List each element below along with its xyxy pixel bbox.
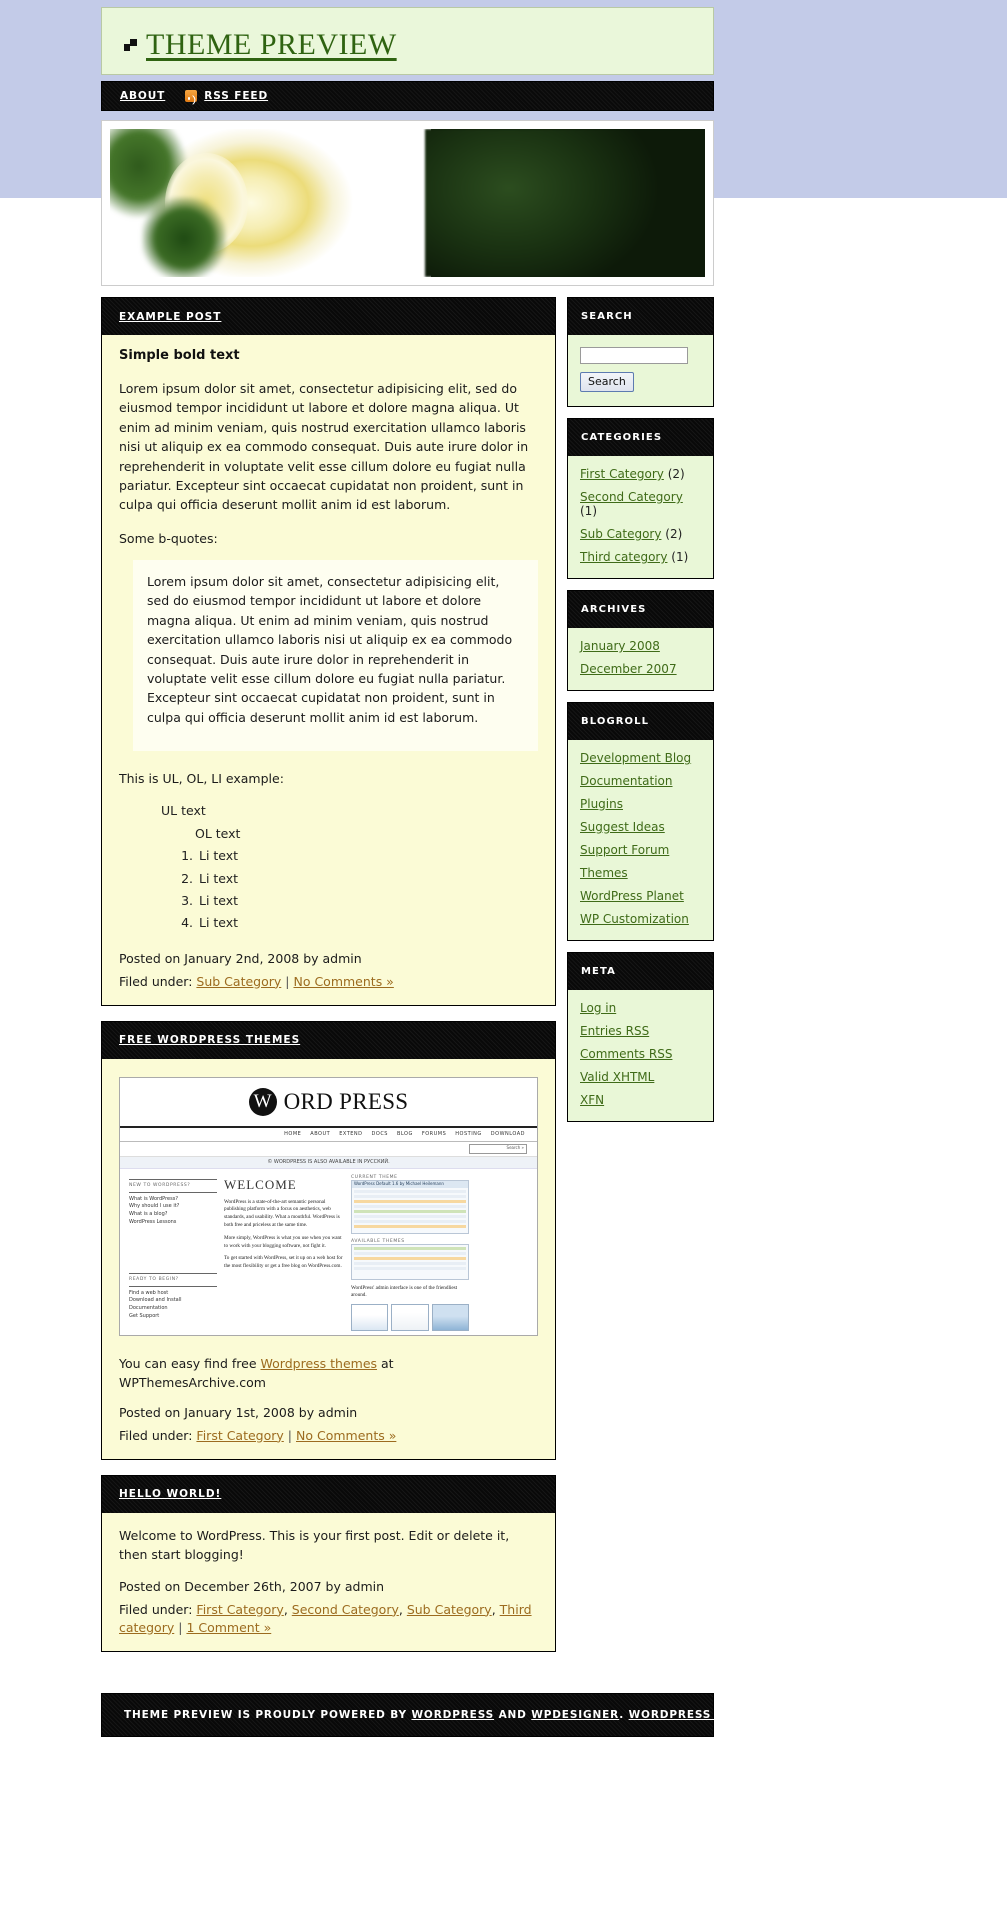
widget-meta — [567, 952, 714, 1122]
site-header — [101, 7, 714, 75]
screenshot-col-1 — [129, 1175, 217, 1332]
header-banner-image — [110, 129, 705, 277]
list-intro: This is UL, OL, LI example: — [119, 771, 284, 786]
post-comments-link[interactable]: 1 Comment » — [186, 1619, 272, 1635]
wordpress-wordmark: ORD PRESS — [283, 1088, 409, 1114]
post-hello-world — [101, 1475, 556, 1652]
post-header — [102, 1476, 555, 1513]
ordered-list — [119, 845, 538, 934]
banner-rose-half — [110, 129, 431, 277]
category-count: (2) — [665, 527, 683, 541]
screenshot-available-themes-panel — [351, 1244, 469, 1280]
filed-under-label: Filed under: — [119, 973, 193, 989]
screenshot-menu-item: FORUMS — [421, 1131, 447, 1138]
category-count: (2) — [667, 467, 685, 481]
category-link[interactable]: Third category — [580, 550, 668, 564]
post-category-link[interactable]: First Category — [196, 1427, 284, 1443]
screenshot-columns — [120, 1169, 537, 1332]
widget-body — [568, 628, 713, 690]
main-navigation — [101, 81, 714, 111]
meta-link[interactable]: XFN — [580, 1093, 605, 1107]
screenshot-col1-link2: Find a web host — [129, 1289, 169, 1296]
screenshot-thumbnail-row — [351, 1304, 469, 1331]
category-count: (1) — [671, 550, 689, 564]
post-posted-line: Posted on December 26th, 2007 by admin — [119, 1579, 385, 1595]
category-link[interactable]: First Category — [580, 467, 664, 481]
screenshot-col1-link: What is WordPress? — [129, 1195, 178, 1202]
footer-text-3: . — [619, 1708, 629, 1721]
meta-list — [580, 1001, 701, 1107]
footer-text-1: THEME PREVIEW IS PROUDLY POWERED BY — [124, 1708, 412, 1721]
list-demo-block — [119, 800, 538, 934]
blogroll-link[interactable]: Themes — [580, 866, 628, 880]
screenshot-theme-panel-title: WordPress Default 1.6 by Michael Heilemann — [352, 1181, 468, 1188]
post-comments-link[interactable]: No Comments » — [296, 1427, 397, 1443]
post-filed-line — [119, 1427, 538, 1445]
list-item — [580, 490, 701, 518]
screenshot-col1-link2: Get Support — [129, 1312, 160, 1319]
list-item: 4. Li text — [197, 912, 538, 934]
blockquote-intro: Some b-quotes: — [119, 530, 218, 546]
post-filed-line — [119, 973, 538, 991]
comma: , — [398, 1601, 403, 1617]
site-footer — [101, 1693, 770, 1737]
post-subheading: Simple bold text — [119, 348, 240, 363]
meta-link[interactable]: Comments RSS — [580, 1047, 673, 1061]
widget-body — [568, 740, 713, 940]
page-title[interactable]: THEME PREVIEW — [146, 28, 397, 61]
screenshot-col1-link2: Documentation — [129, 1305, 168, 1312]
list-item: 2. Li text — [197, 868, 538, 890]
footer-wpdesigner-link[interactable]: WPDESIGNER — [531, 1708, 620, 1721]
header-banner-frame — [101, 120, 714, 286]
post-meta — [119, 1578, 538, 1636]
widget-archives — [567, 590, 714, 691]
screenshot-col2-p2: More simply, WordPress is what you use when you want to work with your blogging software, not fight it. — [224, 1234, 342, 1249]
list-item — [580, 1047, 701, 1061]
post-filed-line — [119, 1601, 538, 1637]
post-header — [102, 298, 555, 335]
widget-search — [567, 297, 714, 407]
screenshot-search-row — [120, 1142, 537, 1157]
footer-text-2: AND — [494, 1708, 532, 1721]
list-item — [580, 527, 701, 541]
nav-item-rss-feed-wrap — [185, 90, 288, 102]
widget-title: SEARCH — [581, 311, 633, 322]
screenshot-logo-row — [120, 1078, 537, 1128]
screenshot-col1-link: WordPress Lessons — [129, 1218, 177, 1225]
widget-header — [568, 419, 713, 456]
list-item — [580, 1024, 701, 1038]
blockquote-text: Lorem ipsum dolor sit amet, consectetur adipisicing elit, sed do eiusmod tempor incididunt ut labore et dolore magna aliqua. Ut enim ad minim veniam, quis nostrud exercitation ullamco laboris nisi ut aliquip ex ea commodo consequat. Duis aute irure dolor in reprehenderit in voluptate velit esse cillum dolore eu fugiat nulla pariatur. Excepteur sint occaecat cupidatat non proident, sunt in culpa qui officia deserunt mollit anim id est laborum. — [147, 574, 513, 725]
screenshot-col3-head: CURRENT THEME — [351, 1174, 398, 1180]
post-paragraph: Lorem ipsum dolor sit amet, consectetur adipisicing elit, sed do eiusmod tempor incididunt ut labore et dolore magna aliqua. Ut enim ad minim veniam, quis nostrud exercitation ullamco laboris nisi ut aliquip ex ea commodo consequat. Duis aute irure dolor in reprehenderit in voluptate velit esse cillum dolore eu fugiat nulla pariatur. Excepteur sint occaecat cupidatat non proident, sunt in culpa qui officia deserunt mollit anim id est laborum. — [119, 381, 529, 513]
screenshot-col3-head2: AVAILABLE THEMES — [351, 1238, 405, 1244]
list-item — [580, 889, 701, 903]
widget-title: CATEGORIES — [581, 432, 663, 443]
blogroll-list — [580, 751, 701, 926]
widget-body — [568, 456, 713, 578]
list-item — [580, 1093, 701, 1107]
category-link[interactable]: Sub Category — [580, 527, 662, 541]
archive-list — [580, 639, 701, 676]
screenshot-col1-head1: NEW TO WORDPRESS? — [129, 1182, 191, 1188]
widget-title: BLOGROLL — [581, 716, 650, 727]
post-meta — [119, 1404, 538, 1444]
post-category-link[interactable]: Sub Category — [196, 973, 282, 989]
list-item — [580, 550, 701, 564]
post-category-link[interactable]: Sub Category — [406, 1601, 492, 1617]
meta-link[interactable]: Log in — [580, 1001, 617, 1015]
post-category-link[interactable]: Second Category — [291, 1601, 399, 1617]
screenshot-menu-item: EXTEND — [339, 1131, 363, 1138]
list-item — [580, 820, 701, 834]
screenshot-menu-item: HOME — [284, 1131, 302, 1138]
screenshot-col1-link: Why should I use it? — [129, 1203, 180, 1210]
blogroll-link[interactable]: Documentation — [580, 774, 673, 788]
screenshot-menu — [120, 1128, 537, 1142]
list-item — [580, 912, 701, 926]
list-item — [580, 639, 701, 653]
screenshot-col-2 — [224, 1175, 344, 1332]
content-row — [101, 297, 714, 1667]
footer-credit — [124, 1709, 769, 1721]
widget-blogroll — [567, 702, 714, 941]
site-title-row[interactable] — [124, 28, 397, 62]
screenshot-menu-item: ABOUT — [310, 1131, 331, 1138]
banner-foliage-half — [425, 129, 705, 277]
meta-separator: | — [285, 973, 290, 989]
list-item — [580, 843, 701, 857]
widget-title: ARCHIVES — [581, 604, 647, 615]
list-item: 1. Li text — [197, 845, 538, 867]
category-list — [580, 467, 701, 564]
blogroll-link[interactable]: Development Blog — [580, 751, 692, 765]
post-body — [102, 1059, 555, 1459]
list-item — [580, 774, 701, 788]
screenshot-menu-item: BLOG — [396, 1131, 413, 1138]
widget-body — [568, 990, 713, 1121]
screenshot-thumbnail — [432, 1304, 469, 1331]
category-count: (1) — [580, 504, 597, 518]
blogroll-link[interactable]: Support Forum — [580, 843, 670, 857]
main-column — [101, 297, 556, 1667]
comma: , — [491, 1601, 496, 1617]
meta-link[interactable]: Entries RSS — [580, 1024, 650, 1038]
screenshot-menu-item: DOWNLOAD — [490, 1131, 525, 1138]
post-title-link[interactable]: FREE WORDPRESS THEMES — [119, 1034, 301, 1047]
footer-themes-link[interactable]: WORDPRESS THEMES — [628, 1708, 770, 1721]
search-button[interactable]: Search — [580, 372, 634, 392]
post-posted-line: Posted on January 2nd, 2008 by admin — [119, 951, 362, 967]
post-comments-link[interactable]: No Comments » — [293, 973, 394, 989]
post-title-link[interactable]: EXAMPLE POST — [119, 310, 222, 323]
screenshot-theme-panel — [351, 1180, 469, 1234]
widget-body — [568, 335, 713, 406]
list-item — [580, 1070, 701, 1084]
post-header — [102, 1022, 555, 1059]
post-body — [102, 1513, 555, 1651]
banner-rose-center — [165, 153, 249, 254]
filed-under-label: Filed under: — [119, 1427, 193, 1443]
wordpress-logo-icon: W — [249, 1088, 277, 1116]
nav-item-about[interactable]: ABOUT — [120, 90, 166, 102]
post-free-wordpress-themes — [101, 1021, 556, 1460]
post-blockquote — [133, 560, 538, 751]
meta-separator: | — [178, 1619, 183, 1635]
bullet-square-icon — [124, 39, 137, 52]
screenshot-col3-caption: WordPress' admin interface is one of the friendliest around. — [351, 1284, 458, 1299]
footer-wordpress-link[interactable]: WORDPRESS — [411, 1708, 495, 1721]
screenshot-notice: © WORDPRESS IS ALSO AVAILABLE IN РУССКИЙ. — [120, 1157, 537, 1169]
widget-header — [568, 591, 713, 628]
screenshot-col2-p1: WordPress is a state-of-the-art semantic personal publishing platform with a focus on aesthetics, web standards, and usability. What a mouthful. WordPress is both free and priceless at the same time. — [224, 1198, 340, 1229]
list-item — [580, 467, 701, 481]
wordpress-themes-link[interactable]: Wordpress themes — [260, 1355, 378, 1371]
nav-item-rss-feed[interactable]: RSS FEED — [204, 90, 269, 102]
rss-icon — [185, 90, 197, 102]
post-caption — [119, 1354, 538, 1393]
screenshot-col1-head2: READY TO BEGIN? — [129, 1276, 179, 1282]
filed-under-label: Filed under: — [119, 1601, 193, 1617]
screenshot-thumbnail — [391, 1304, 428, 1331]
screenshot-menu-item: HOSTING — [455, 1131, 482, 1138]
list-item — [580, 866, 701, 880]
sidebar — [567, 297, 714, 1133]
meta-link[interactable]: Valid XHTML — [580, 1070, 655, 1084]
post-paragraph: Welcome to WordPress. This is your first post. Edit or delete it, then start blogging! — [119, 1527, 510, 1562]
screenshot-search-field: Search » — [469, 1144, 527, 1154]
meta-separator: | — [287, 1427, 293, 1443]
blogroll-link[interactable]: Suggest Ideas — [580, 820, 665, 834]
blogroll-link[interactable]: WordPress Planet — [580, 889, 684, 903]
archive-link[interactable]: December 2007 — [580, 662, 677, 676]
post-title-link[interactable]: HELLO WORLD! — [119, 1488, 222, 1501]
category-link[interactable]: Second Category — [580, 490, 683, 504]
screenshot-welcome-heading: WELCOME — [224, 1176, 297, 1192]
post-example-post — [101, 297, 556, 1006]
post-meta — [119, 950, 538, 990]
widget-categories — [567, 418, 714, 579]
list-item: 3. Li text — [197, 890, 538, 912]
post-body — [102, 335, 555, 1005]
widget-header — [568, 953, 713, 990]
post-category-link[interactable]: Third category — [119, 1601, 532, 1635]
screenshot-thumbnail — [351, 1304, 388, 1331]
list-item — [580, 1001, 701, 1015]
comma: , — [283, 1601, 288, 1617]
blogroll-link[interactable]: WP Customization — [580, 912, 689, 926]
screenshot-col2-p3: To get started with WordPress, set it up on a web host for the most flexibility or get a free blog on WordPress.com. — [224, 1255, 343, 1270]
post-category-link[interactable]: First Category — [196, 1601, 284, 1617]
list-item — [580, 751, 701, 765]
screenshot-col-3 — [351, 1175, 469, 1332]
archive-link[interactable]: January 2008 — [580, 639, 660, 653]
list-item — [580, 797, 701, 811]
list-item — [580, 662, 701, 676]
screenshot-menu-item: DOCS — [371, 1131, 388, 1138]
caption-before: You can easy find free — [119, 1355, 261, 1371]
screenshot-col1-link: What is a blog? — [129, 1211, 168, 1218]
caption-after: at WPThemesArchive.com — [119, 1355, 394, 1390]
widget-header — [568, 703, 713, 740]
widget-title: META — [581, 966, 616, 977]
search-input[interactable] — [580, 347, 688, 364]
page-wrapper — [101, 0, 770, 1737]
blogroll-link[interactable]: Plugins — [580, 797, 623, 811]
wordpress-screenshot-image — [119, 1077, 538, 1336]
ul-item: UL text — [161, 803, 206, 819]
ol-item: OL text — [195, 825, 241, 841]
widget-header — [568, 298, 713, 335]
post-posted-line: Posted on January 1st, 2008 by admin — [119, 1405, 358, 1421]
screenshot-col1-link2: Download and Install — [129, 1297, 182, 1304]
